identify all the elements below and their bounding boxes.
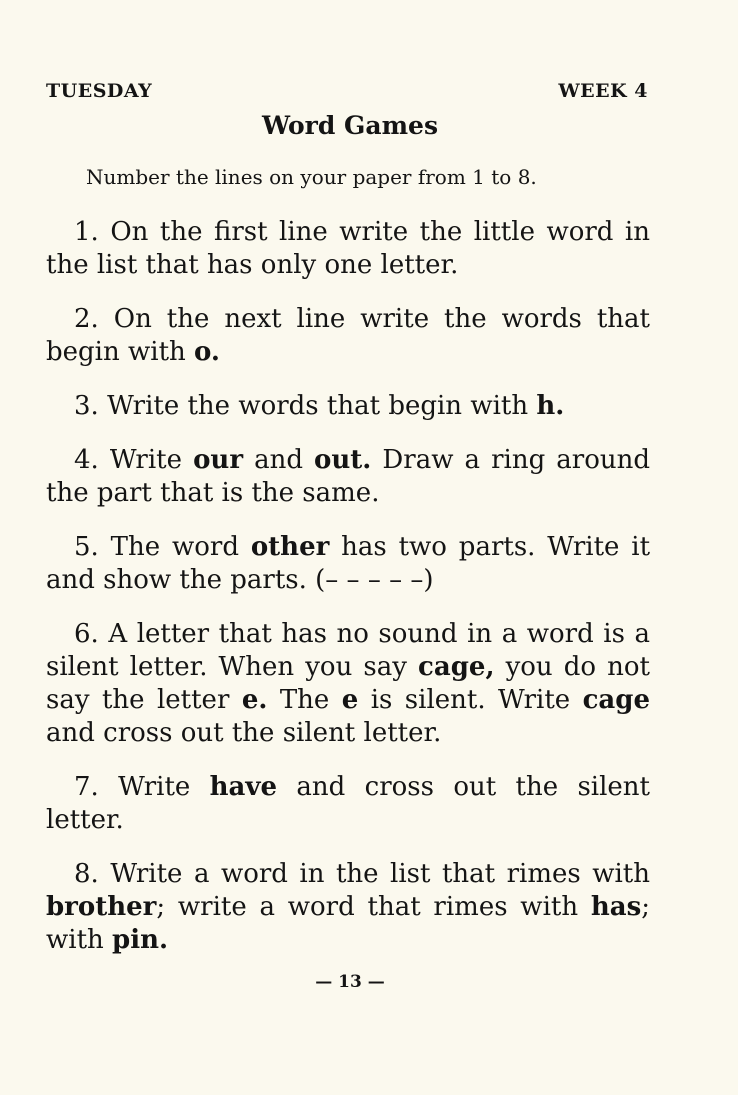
item-text: The word [110, 532, 251, 562]
exercise-item-5 [46, 531, 650, 597]
item-text: you do not say the letter [46, 652, 650, 715]
bold-word: cage [582, 685, 650, 715]
bold-word: e [341, 685, 359, 715]
item-text: is silent. Write [358, 685, 583, 715]
bold-word: e. [241, 685, 268, 715]
item-text: Draw a ring around the part that is the same. [46, 445, 650, 508]
item-text: A letter that has no sound in a word is a silent letter. When you say [46, 619, 650, 682]
item-number: 5. [74, 532, 99, 562]
exercise-item-4 [46, 444, 650, 510]
page-number: — 13 — [315, 972, 385, 992]
bold-word: out. [314, 445, 372, 475]
bold-word: pin. [112, 925, 169, 955]
bold-word: our [193, 445, 244, 475]
bold-word: brother [46, 892, 157, 922]
item-text: Write the words that begin with [107, 391, 537, 421]
item-text: ; write a word that rimes with [156, 892, 591, 922]
bold-word: has [590, 892, 642, 922]
item-text: ; with [46, 892, 650, 955]
exercise-item-3 [46, 390, 650, 423]
item-text: On the next line write the words that begin with [46, 304, 650, 367]
item-text: and cross out the silent letter. [46, 772, 650, 835]
bold-word: h. [536, 391, 565, 421]
item-text: Write [109, 445, 194, 475]
bold-word: other [250, 532, 330, 562]
bold-word: cage, [418, 652, 495, 682]
item-number: 3. [74, 391, 99, 421]
exercise-item-2 [46, 303, 650, 369]
item-number: 4. [74, 445, 99, 475]
page-title: Word Games [261, 111, 439, 140]
exercise-item-1 [46, 216, 650, 282]
instruction: Number the lines on your paper from 1 to 8. [86, 165, 537, 189]
exercise-item-7 [46, 771, 650, 837]
item-number: 8. [74, 859, 99, 889]
week-header: WEEK 4 [558, 80, 648, 102]
item-text: Write [118, 772, 210, 802]
item-number: 1. [74, 217, 99, 247]
item-number: 2. [74, 304, 99, 334]
item-number: 7. [74, 772, 99, 802]
item-text: The [267, 685, 342, 715]
bold-word: have [209, 772, 278, 802]
bold-word: o. [194, 337, 220, 367]
day-header: TUESDAY [46, 80, 153, 102]
item-text: has two parts. Write it and show the parts. (– – – – –) [46, 532, 651, 595]
exercise-item-8 [46, 858, 650, 957]
item-text: and cross out the silent letter. [46, 718, 442, 748]
item-text: Write a word in the list that rimes with [110, 859, 650, 889]
exercise-item-6 [46, 618, 650, 750]
item-text: On the first line write the little word in the list that has only one letter. [46, 217, 650, 280]
item-number: 6. [74, 619, 99, 649]
item-text: and [243, 445, 315, 475]
exercise-list [46, 216, 650, 978]
